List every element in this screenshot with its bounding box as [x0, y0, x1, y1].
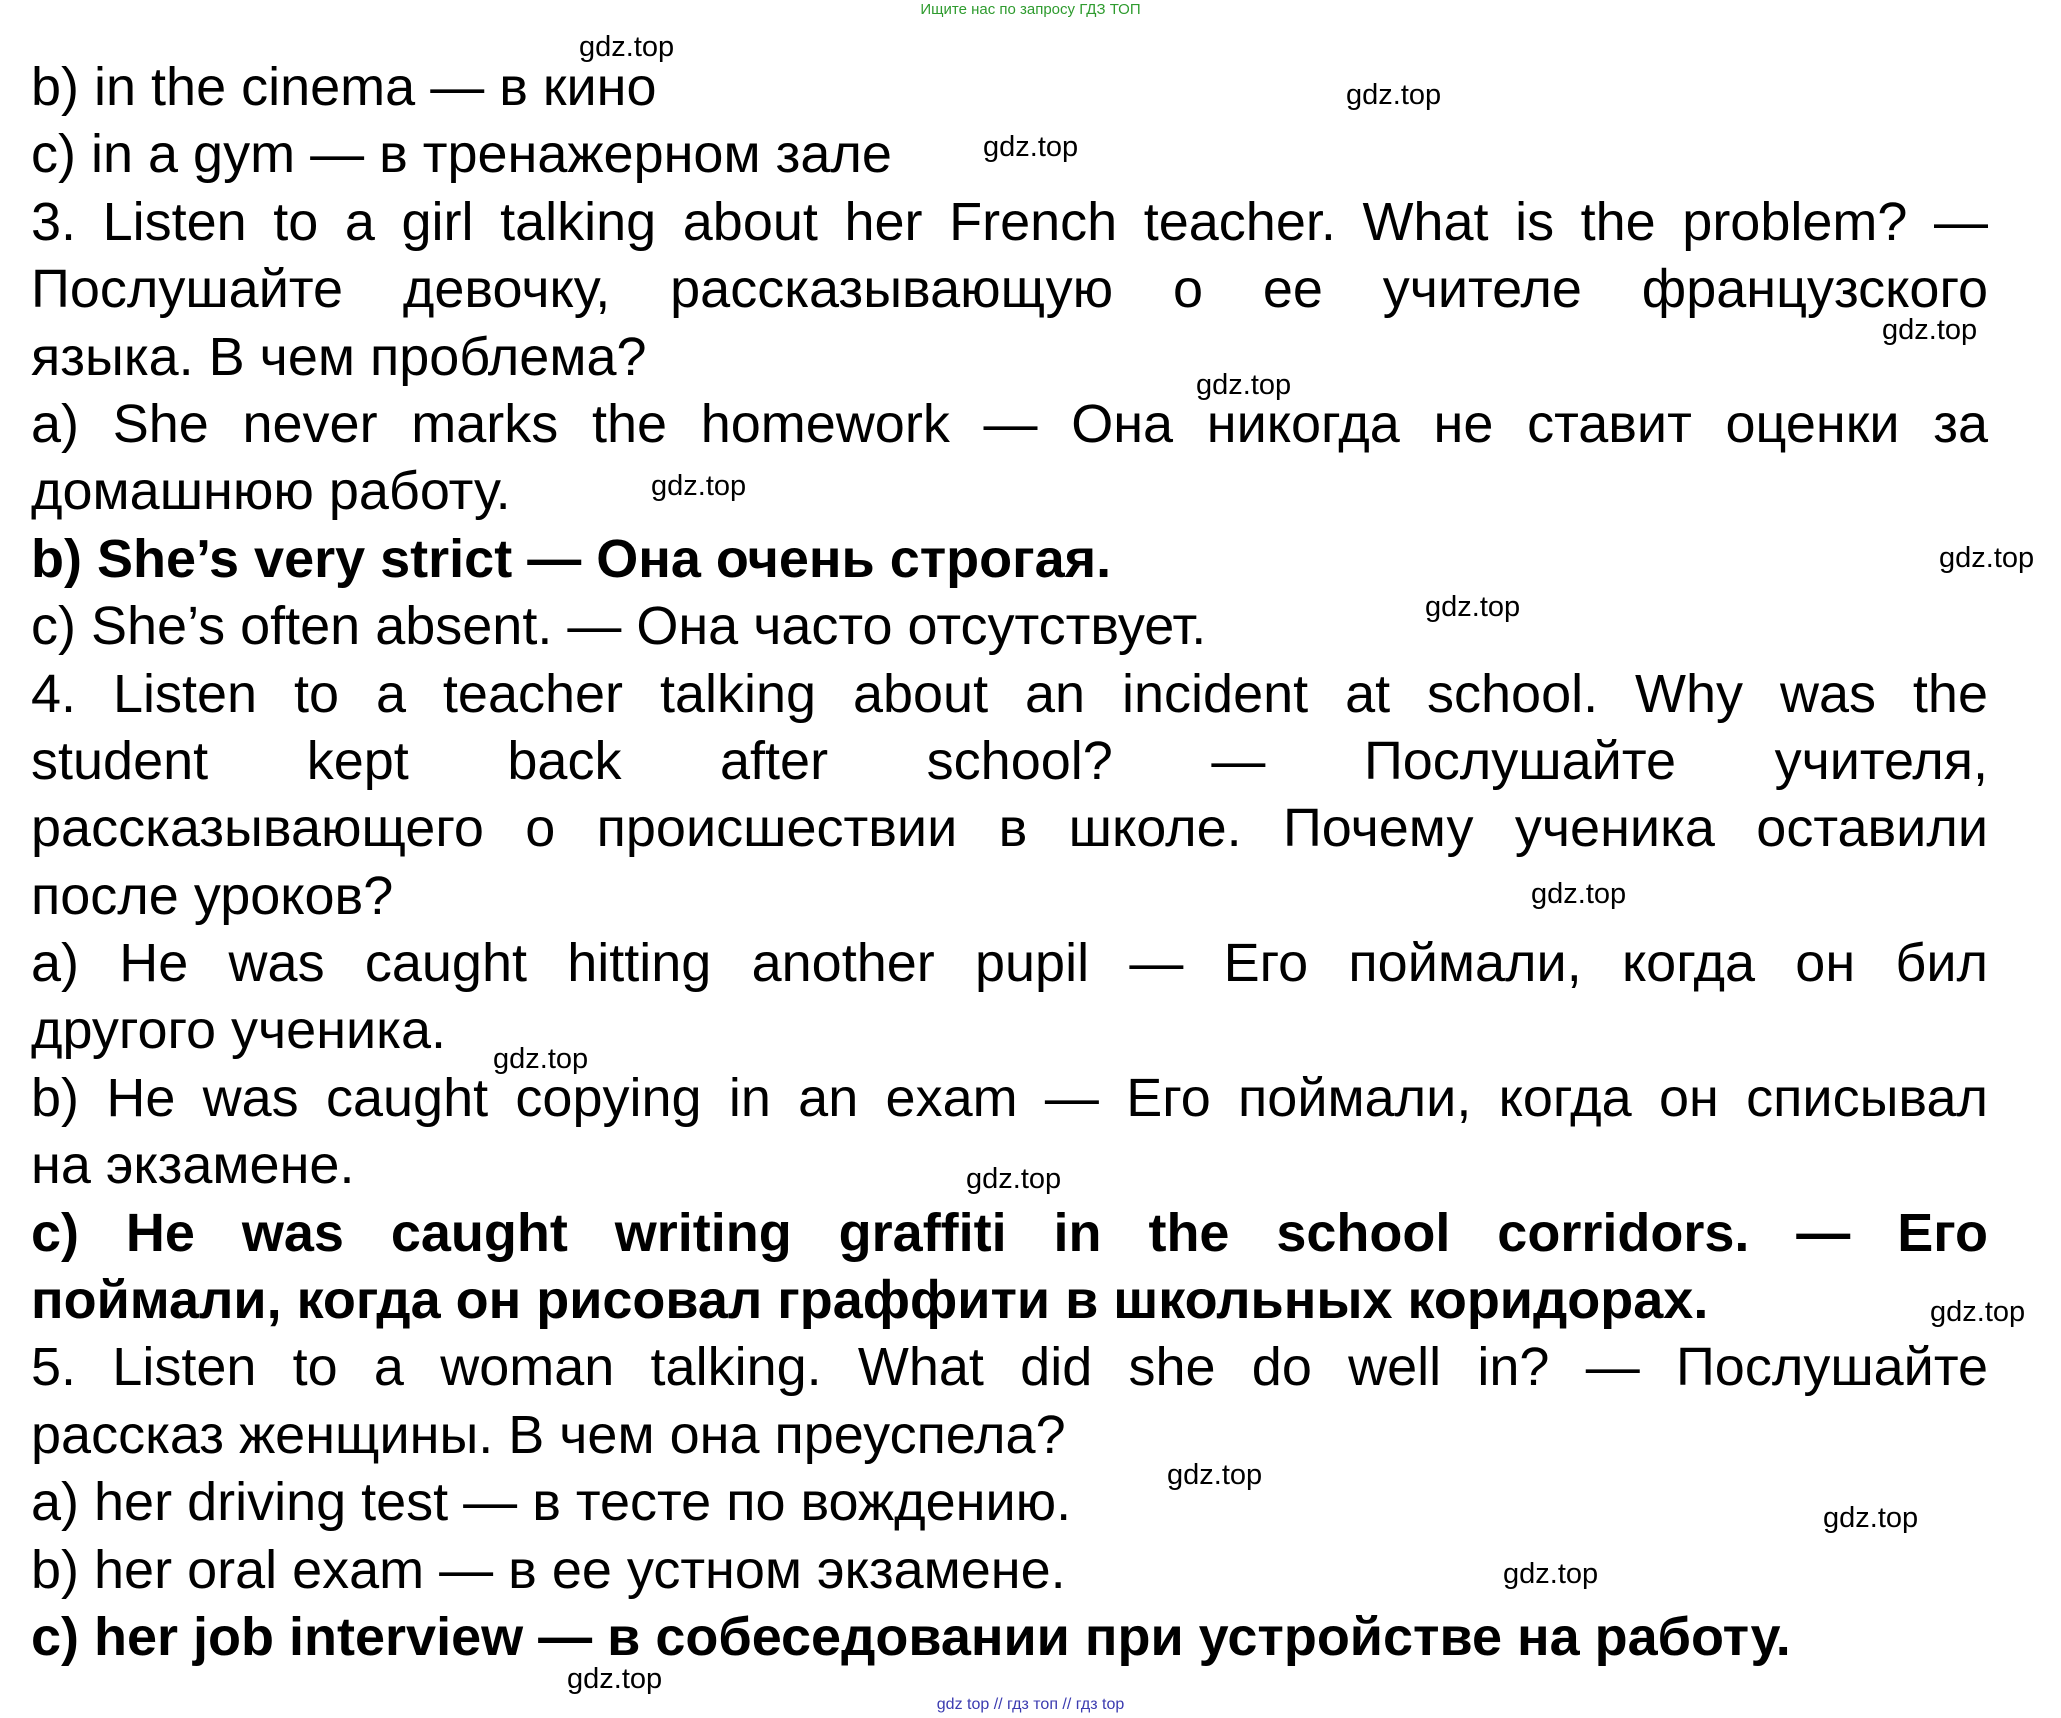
correct-answer-line: поймали, когда он рисовал граффити в школьных коридорах. — [31, 1270, 1709, 1331]
watermark: gdz.top — [1346, 79, 1442, 111]
text-line: 5. Listen to a woman talking. What did she do well in? — Послушайте — [31, 1337, 1988, 1398]
text-line: a) He was caught hitting another pupil — Его поймали, когда он бил — [31, 933, 1988, 994]
text-line: рассказ женщины. В чем она преуспела? — [31, 1404, 1066, 1465]
watermark: gdz.top — [1167, 1459, 1263, 1491]
text-line: a) She never marks the homework — Она никогда не ставит оценки за — [31, 393, 1988, 454]
correct-answer-line: b) She’s very strict — Она очень строгая. — [31, 528, 1112, 589]
watermark: gdz.top — [1882, 314, 1978, 346]
watermark: gdz.top — [983, 131, 1079, 163]
text-line: a) her driving test — в тесте по вождению. — [31, 1472, 1072, 1533]
text-line: b) He was caught copying in an exam — Его поймали, когда он списывал — [31, 1067, 1988, 1128]
text-line: на экзамене. — [31, 1135, 355, 1196]
correct-answer-line: c) her job interview — в собеседовании при устройстве на работу. — [31, 1606, 1791, 1667]
watermark: gdz.top — [579, 31, 675, 63]
text-line: c) She’s often absent. — Она часто отсутствует. — [31, 596, 1207, 657]
watermark: gdz.top — [1823, 1502, 1919, 1534]
watermark: gdz.top — [1196, 369, 1292, 401]
text-line: рассказывающего о происшествии в школе. Почему ученика оставили — [31, 798, 1988, 859]
correct-answer-line: c) He was caught writing graffiti in the school corridors. — Его — [31, 1202, 1988, 1263]
watermark: gdz.top — [493, 1043, 589, 1075]
text-line: языка. В чем проблема? — [31, 326, 647, 387]
text-line: другого ученика. — [31, 1000, 447, 1061]
text-line: b) her oral exam — в ее устном экзамене. — [31, 1539, 1066, 1600]
watermark: gdz.top — [1503, 1558, 1599, 1590]
text-line: b) in the cinema — в кино — [31, 57, 657, 117]
watermark: gdz.top — [1939, 542, 2035, 574]
text-line: student kept back after school? — Послушайте учителя, — [31, 730, 1988, 791]
bottom-banner[interactable]: gdz top // гдз топ // гдз top — [936, 1696, 1125, 1713]
text-line: 4. Listen to a teacher talking about an incident at school. Why was the — [31, 663, 1988, 724]
text-line: Послушайте девочку, рассказывающую о ее учителе французского — [31, 259, 1988, 320]
answer-text — [31, 54, 1988, 1671]
watermark: gdz.top — [966, 1163, 1062, 1195]
watermark: gdz.top — [1930, 1296, 2026, 1328]
watermark: gdz.top — [1531, 878, 1627, 910]
watermark: gdz.top — [567, 1663, 663, 1695]
text-line: домашнюю работу. — [31, 461, 511, 522]
watermark: gdz.top — [1425, 591, 1521, 623]
text-line: c) in a gym — в тренажерном зале — [31, 124, 892, 185]
top-banner[interactable]: Ищите нас по запросу ГДЗ ТОП — [920, 1, 1141, 18]
text-line: 3. Listen to a girl talking about her French teacher. What is the problem? — — [31, 191, 1988, 252]
watermark: gdz.top — [651, 470, 747, 502]
text-line: после уроков? — [31, 865, 394, 926]
